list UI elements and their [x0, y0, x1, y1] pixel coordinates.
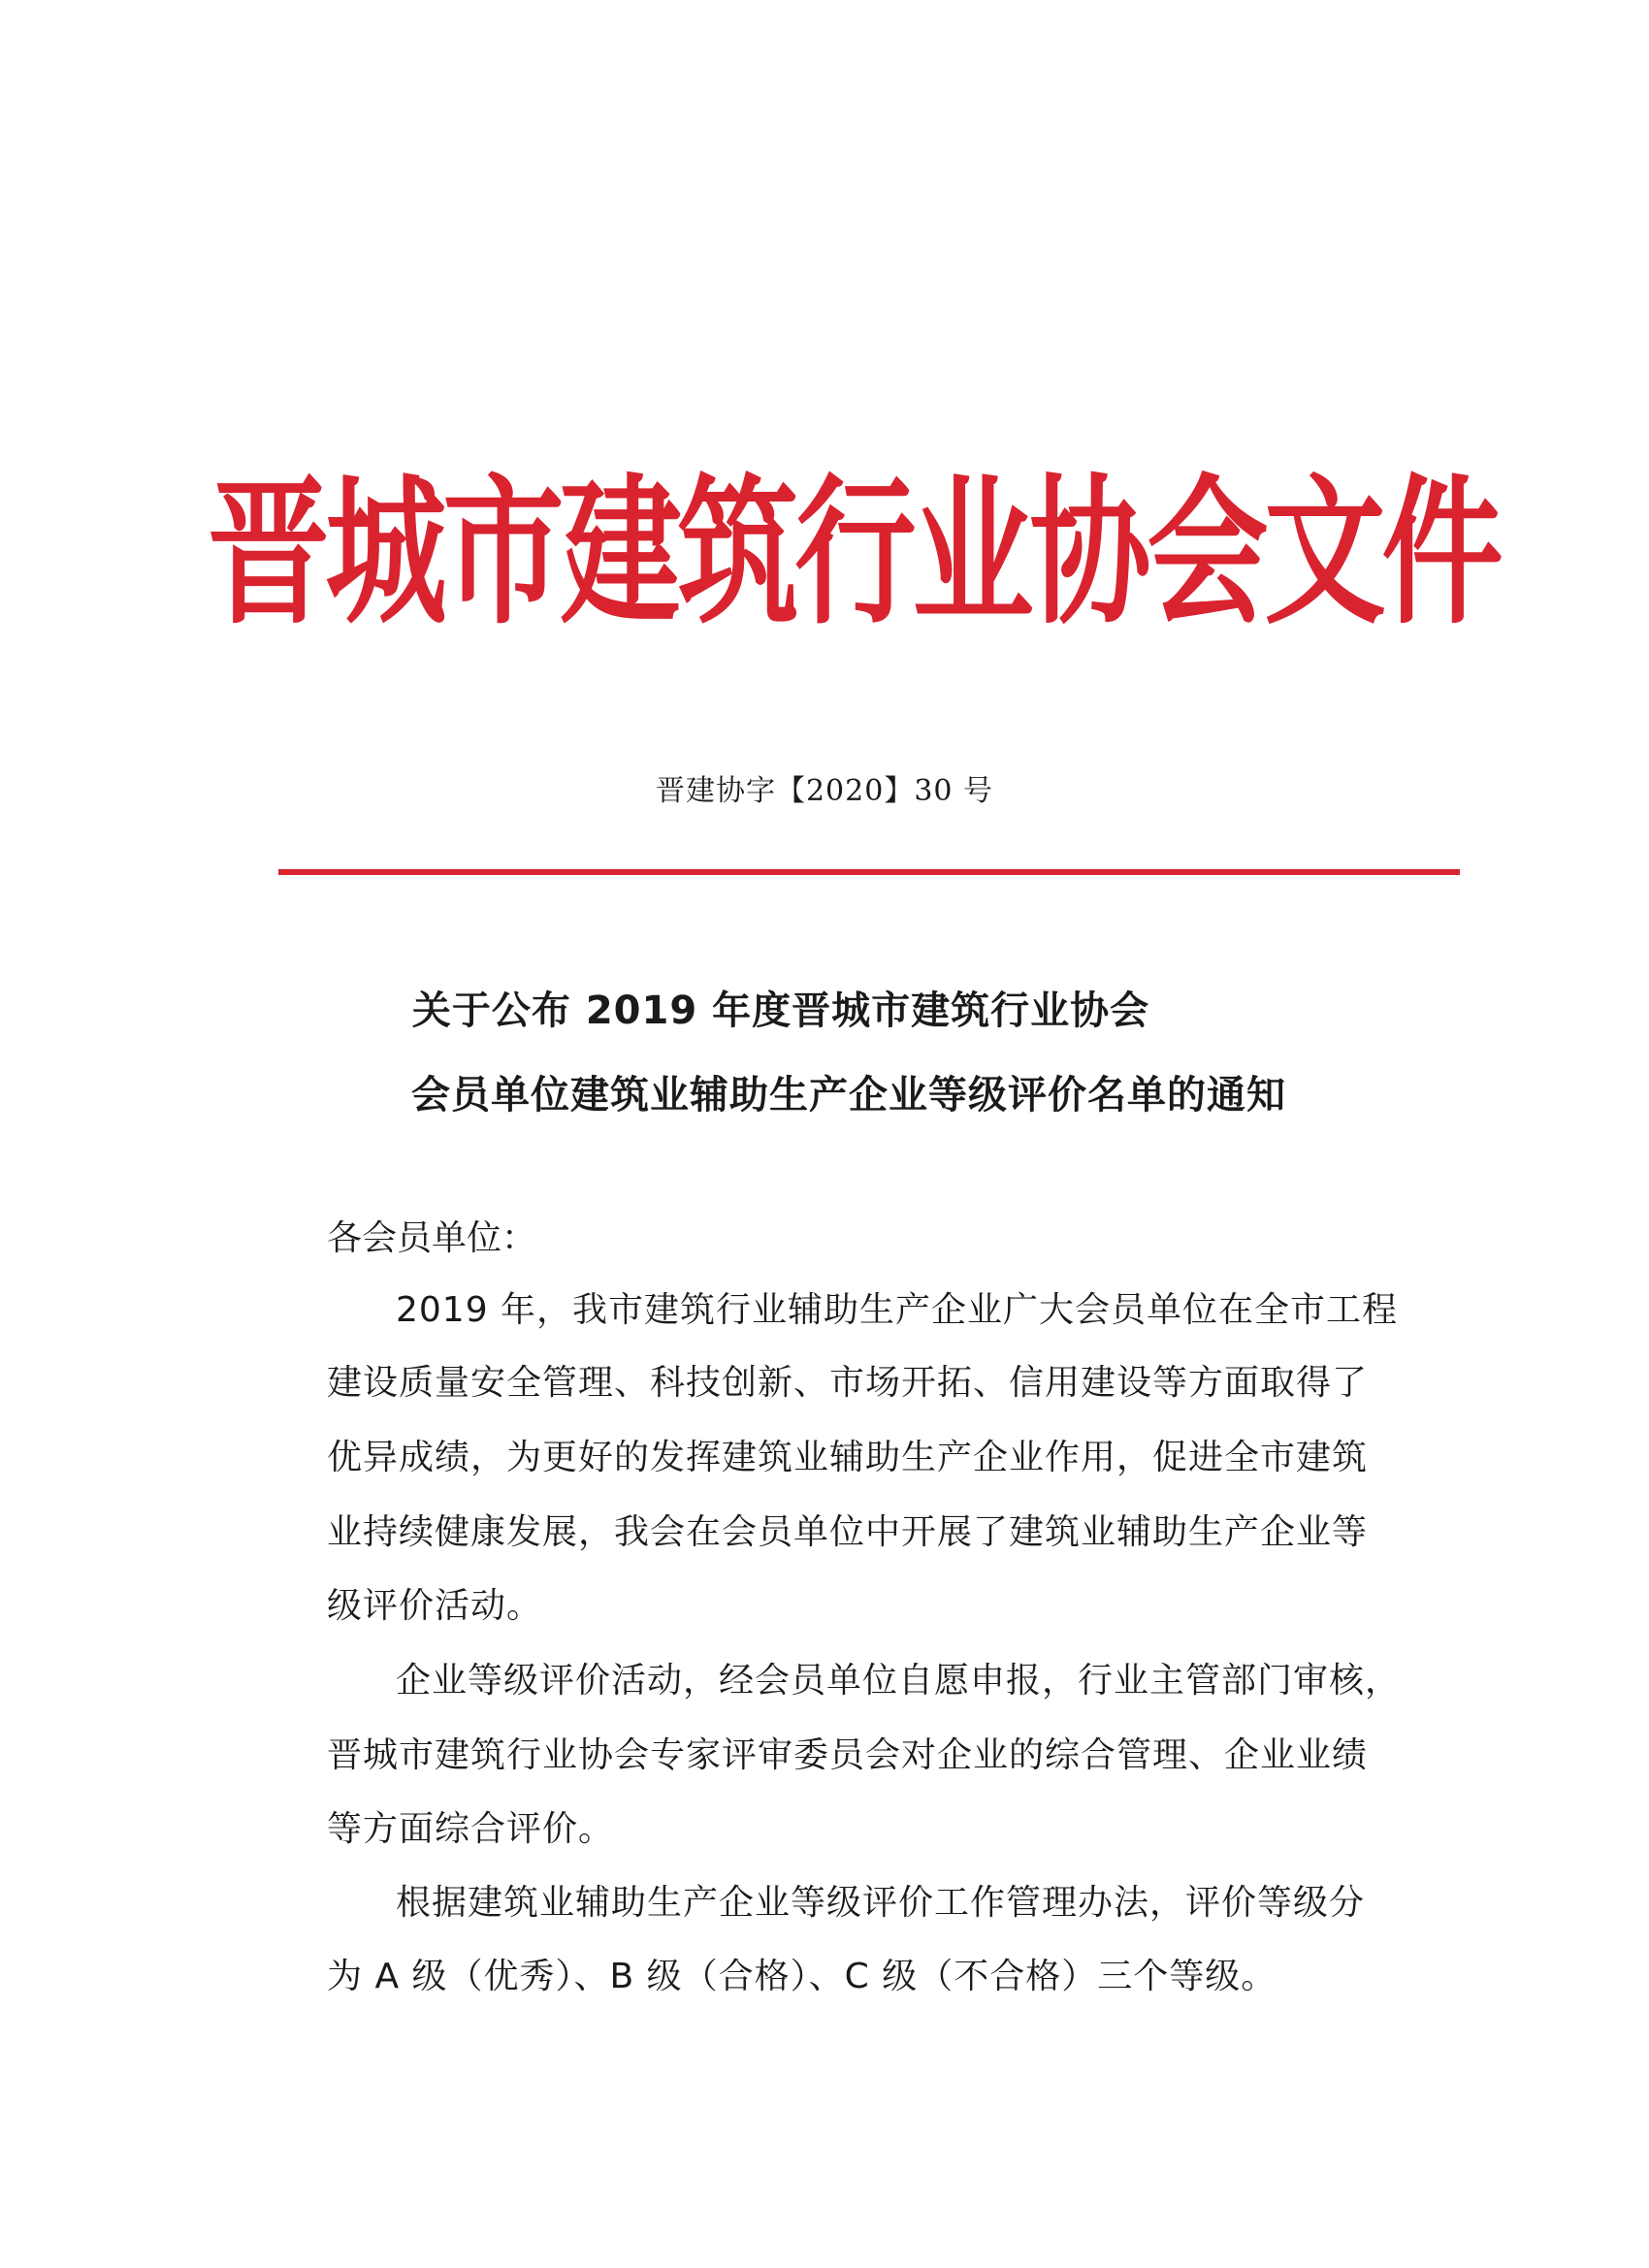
notice-title-line-2: 会员单位建筑业辅助生产企业等级评价名单的通知: [411, 1073, 1286, 1118]
paragraph-1-line: 业持续健康发展，我会在会员单位中开展了建筑业辅助生产企业等: [327, 1512, 1369, 1552]
paragraph-1-line: 优异成绩，为更好的发挥建筑业辅助生产企业作用，促进全市建筑: [327, 1438, 1369, 1477]
paragraph-2-line: 等方面综合评价。: [327, 1809, 615, 1849]
notice-title-line-1: 关于公布 2019 年度晋城市建筑行业协会: [411, 988, 1150, 1033]
paragraph-3-line: 为 A 级（优秀）、B 级（合格）、C 级（不合格）三个等级。: [327, 1957, 1277, 1996]
salutation: 各会员单位：: [327, 1218, 537, 1258]
document-number: 晋建协字【2020】30 号: [655, 774, 994, 808]
paragraph-1-line: 2019 年，我市建筑行业辅助生产企业广大会员单位在全市工程: [396, 1290, 1399, 1330]
paragraph-3-line: 根据建筑业辅助生产企业等级评价工作管理办法，评价等级分: [396, 1883, 1366, 1923]
red-divider-line: [278, 869, 1460, 875]
paragraph-2-line: 晋城市建筑行业协会专家评审委员会对企业的综合管理、企业业绩: [327, 1735, 1369, 1775]
paragraph-1-line: 级评价活动。: [327, 1586, 543, 1626]
document-masthead: 晋城市建筑行业协会文件: [208, 460, 1500, 646]
paragraph-2-line: 企业等级评价活动，经会员单位自愿申报，行业主管部门审核，: [396, 1661, 1402, 1701]
paragraph-1-line: 建设质量安全管理、科技创新、市场开拓、信用建设等方面取得了: [327, 1363, 1369, 1403]
